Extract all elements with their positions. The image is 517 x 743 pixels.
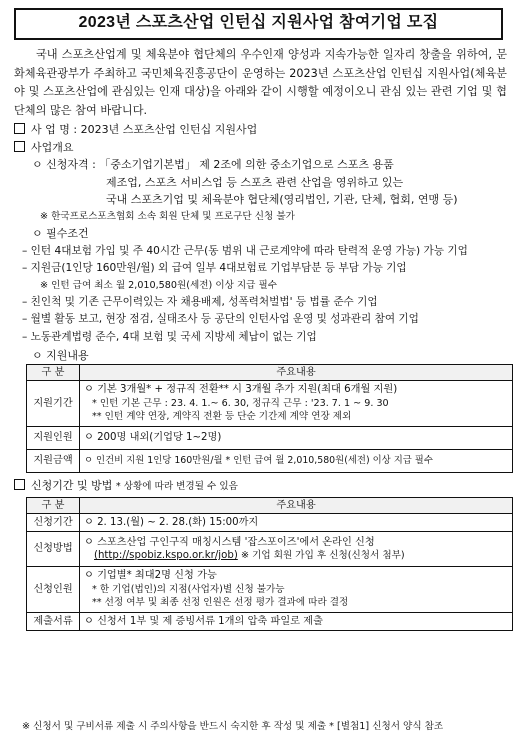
row-content-apply-method [80, 532, 513, 567]
intro-paragraph [14, 46, 507, 120]
row-content-period [80, 381, 513, 427]
business-name-line [14, 121, 507, 139]
qualification-text-2: 제조업, 스포츠 서비스업 등 스포츠 관련 산업을 영위하고 있는 [106, 175, 404, 189]
table-row [27, 449, 513, 472]
circle-bullet-icon: ㅇ [32, 158, 43, 172]
required-note: ※ 인턴 급여 최소 월 2,010,580원(세전) 이상 지급 필수 [40, 279, 278, 291]
row-head-apply-period: 신청기간 [27, 513, 80, 532]
business-name-value: 2023년 스포츠산업 인턴십 지원사업 [80, 123, 258, 136]
required-item: – 친인척 및 기존 근무이력있는 자 채용배제, 성폭력처벌법' 등 법률 준수 기업 [22, 295, 378, 308]
qualification-line [14, 156, 507, 174]
business-name-label: 사 업 명 : [31, 123, 78, 136]
row-content-headcount: ㅇ 200명 내외(기업당 1~2명) [80, 426, 513, 449]
circle-bullet-icon: ㅇ [32, 226, 43, 240]
support-heading-line [14, 347, 507, 365]
row-content-amount: ㅇ 인건비 지원 1인당 160만원/월 * 인턴 급여 월 2,010,580원(세전) 이상 지급 필수 [80, 449, 513, 472]
checkbox-square-icon [14, 479, 25, 490]
table-row [27, 612, 513, 631]
page-title: 2023년 스포츠산업 인턴십 지원사업 참여기업 모집 [14, 8, 503, 40]
table-header-content: 주요내용 [80, 497, 513, 513]
table-row [27, 513, 513, 532]
content-line: * 한 기업(법인)의 지점(사업자)별 신청 불가능 [92, 583, 285, 595]
overview-heading: 사업개요 [31, 140, 74, 154]
table-header-category: 구 분 [27, 365, 80, 381]
row-head-headcount: 지원인원 [27, 426, 80, 449]
qualification-label: 신청자격 : [46, 158, 96, 172]
content-line: ** 선정 여부 및 최종 선정 인원은 선정 평가 결과에 따라 결정 [92, 597, 349, 609]
overview-heading-line [14, 139, 507, 157]
row-head-amount: 지원금액 [27, 449, 80, 472]
apply-table [26, 497, 513, 632]
intro-text: 국내 스포츠산업계 및 체육분야 협단체의 우수인재 양성과 지속가능한 일자리 창출을 위하여, 문화체육관광부가 주최하고 국민체육진흥공단이 운영하는 2023년 스포츠산업 인턴십 지원사업(체육분야 및 스포츠산업에 관심있는 인재 대상)을 아래와 같이 시행할 예정이오니 관심 있는 관련 기업 및 협단체의 많은 참여 바랍니다. [14, 48, 507, 117]
row-content-apply-headcount [80, 567, 513, 613]
content-line: ㅇ 기본 3개월* + 정규직 전환** 시 3개월 추가 지원(최대 6개월 지원) [84, 384, 398, 396]
table-header-row [27, 497, 513, 513]
row-head-apply-headcount: 신청인원 [27, 567, 80, 613]
circle-bullet-icon: ㅇ [32, 348, 43, 362]
support-table [26, 364, 513, 473]
checkbox-square-icon [14, 123, 25, 134]
row-content-documents: ㅇ 신청서 1부 및 제 증빙서류 1개의 압축 파일로 제출 [80, 612, 513, 631]
required-heading-line [14, 225, 507, 243]
jobspoise-link[interactable]: (http://spobiz.kspo.or.kr/job) [94, 550, 238, 562]
required-item: – 인턴 4대보험 가입 및 주 40시간 근무(동 범위 내 근로계약에 따라 탄력적 운영 가능) 가능 기업 [22, 244, 468, 257]
content-line: ㅇ 스포츠산업 구인구직 매칭시스템 '잡스포이즈'에서 온라인 신청 [84, 536, 375, 548]
table-header-category: 구 분 [27, 497, 80, 513]
required-item: – 월별 활동 보고, 현장 점검, 실태조사 등 공단의 인턴사업 운영 및 성과관리 참여 기업 [22, 313, 419, 326]
apply-heading: 신청기간 및 방법 [31, 478, 113, 492]
table-row [27, 567, 513, 613]
qualification-text-1: 「중소기업기본법」 제 2조에 의한 중소기업으로 스포츠 용품 [99, 158, 394, 172]
table-header-content: 주요내용 [80, 365, 513, 381]
required-heading: 필수조건 [46, 226, 89, 240]
content-line: * 인턴 기본 근무 : 23. 4. 1.~ 6. 30, 정규직 근무 : '23. 7. 1 ~ 9. 30 [92, 397, 389, 409]
row-head-apply-method: 신청방법 [27, 532, 80, 567]
content-line: ㅇ 기업별* 최대2명 신청 가능 [84, 570, 217, 582]
table-row [27, 381, 513, 427]
required-item: – 노동관계법령 준수, 4대 보험 및 국세 지방세 체납이 없는 기업 [22, 330, 317, 343]
checkbox-square-icon [14, 141, 25, 152]
content-line: ** 인턴 계약 연장, 계약직 전환 등 단순 기간제 계약 연장 제외 [92, 411, 352, 423]
apply-note: * 상황에 따라 변경될 수 있음 [115, 480, 238, 492]
row-head-period: 지원기간 [27, 381, 80, 427]
qualification-note: ※ 한국프로스포츠협회 소속 회원 단체 및 프로구단 신청 불가 [40, 210, 295, 222]
support-heading: 지원내용 [46, 348, 89, 362]
apply-heading-line [14, 477, 507, 495]
table-row [27, 532, 513, 567]
table-header-row [27, 365, 513, 381]
row-content-apply-period: ㅇ 2. 13.(월) ~ 2. 28.(화) 15:00까지 [80, 513, 513, 532]
footer-note: ※ 신청서 및 구비서류 제출 시 주의사항을 반드시 숙지한 후 작성 및 제출 * [별첨1] 신청서 양식 참조 [22, 721, 444, 732]
qualification-text-3: 국내 스포츠기업 및 체육분야 협단체(영리법인, 기관, 단체, 협회, 연맹 등) [106, 193, 458, 207]
table-row [27, 426, 513, 449]
link-note: ※ 기업 회원 가입 후 신청(신청서 첨부) [241, 550, 405, 562]
row-head-documents: 제출서류 [27, 612, 80, 631]
required-item: – 지원금(1인당 160만원/월) 외 급여 일부 4대보험료 기업부담분 등 부담 가능 기업 [22, 262, 407, 275]
